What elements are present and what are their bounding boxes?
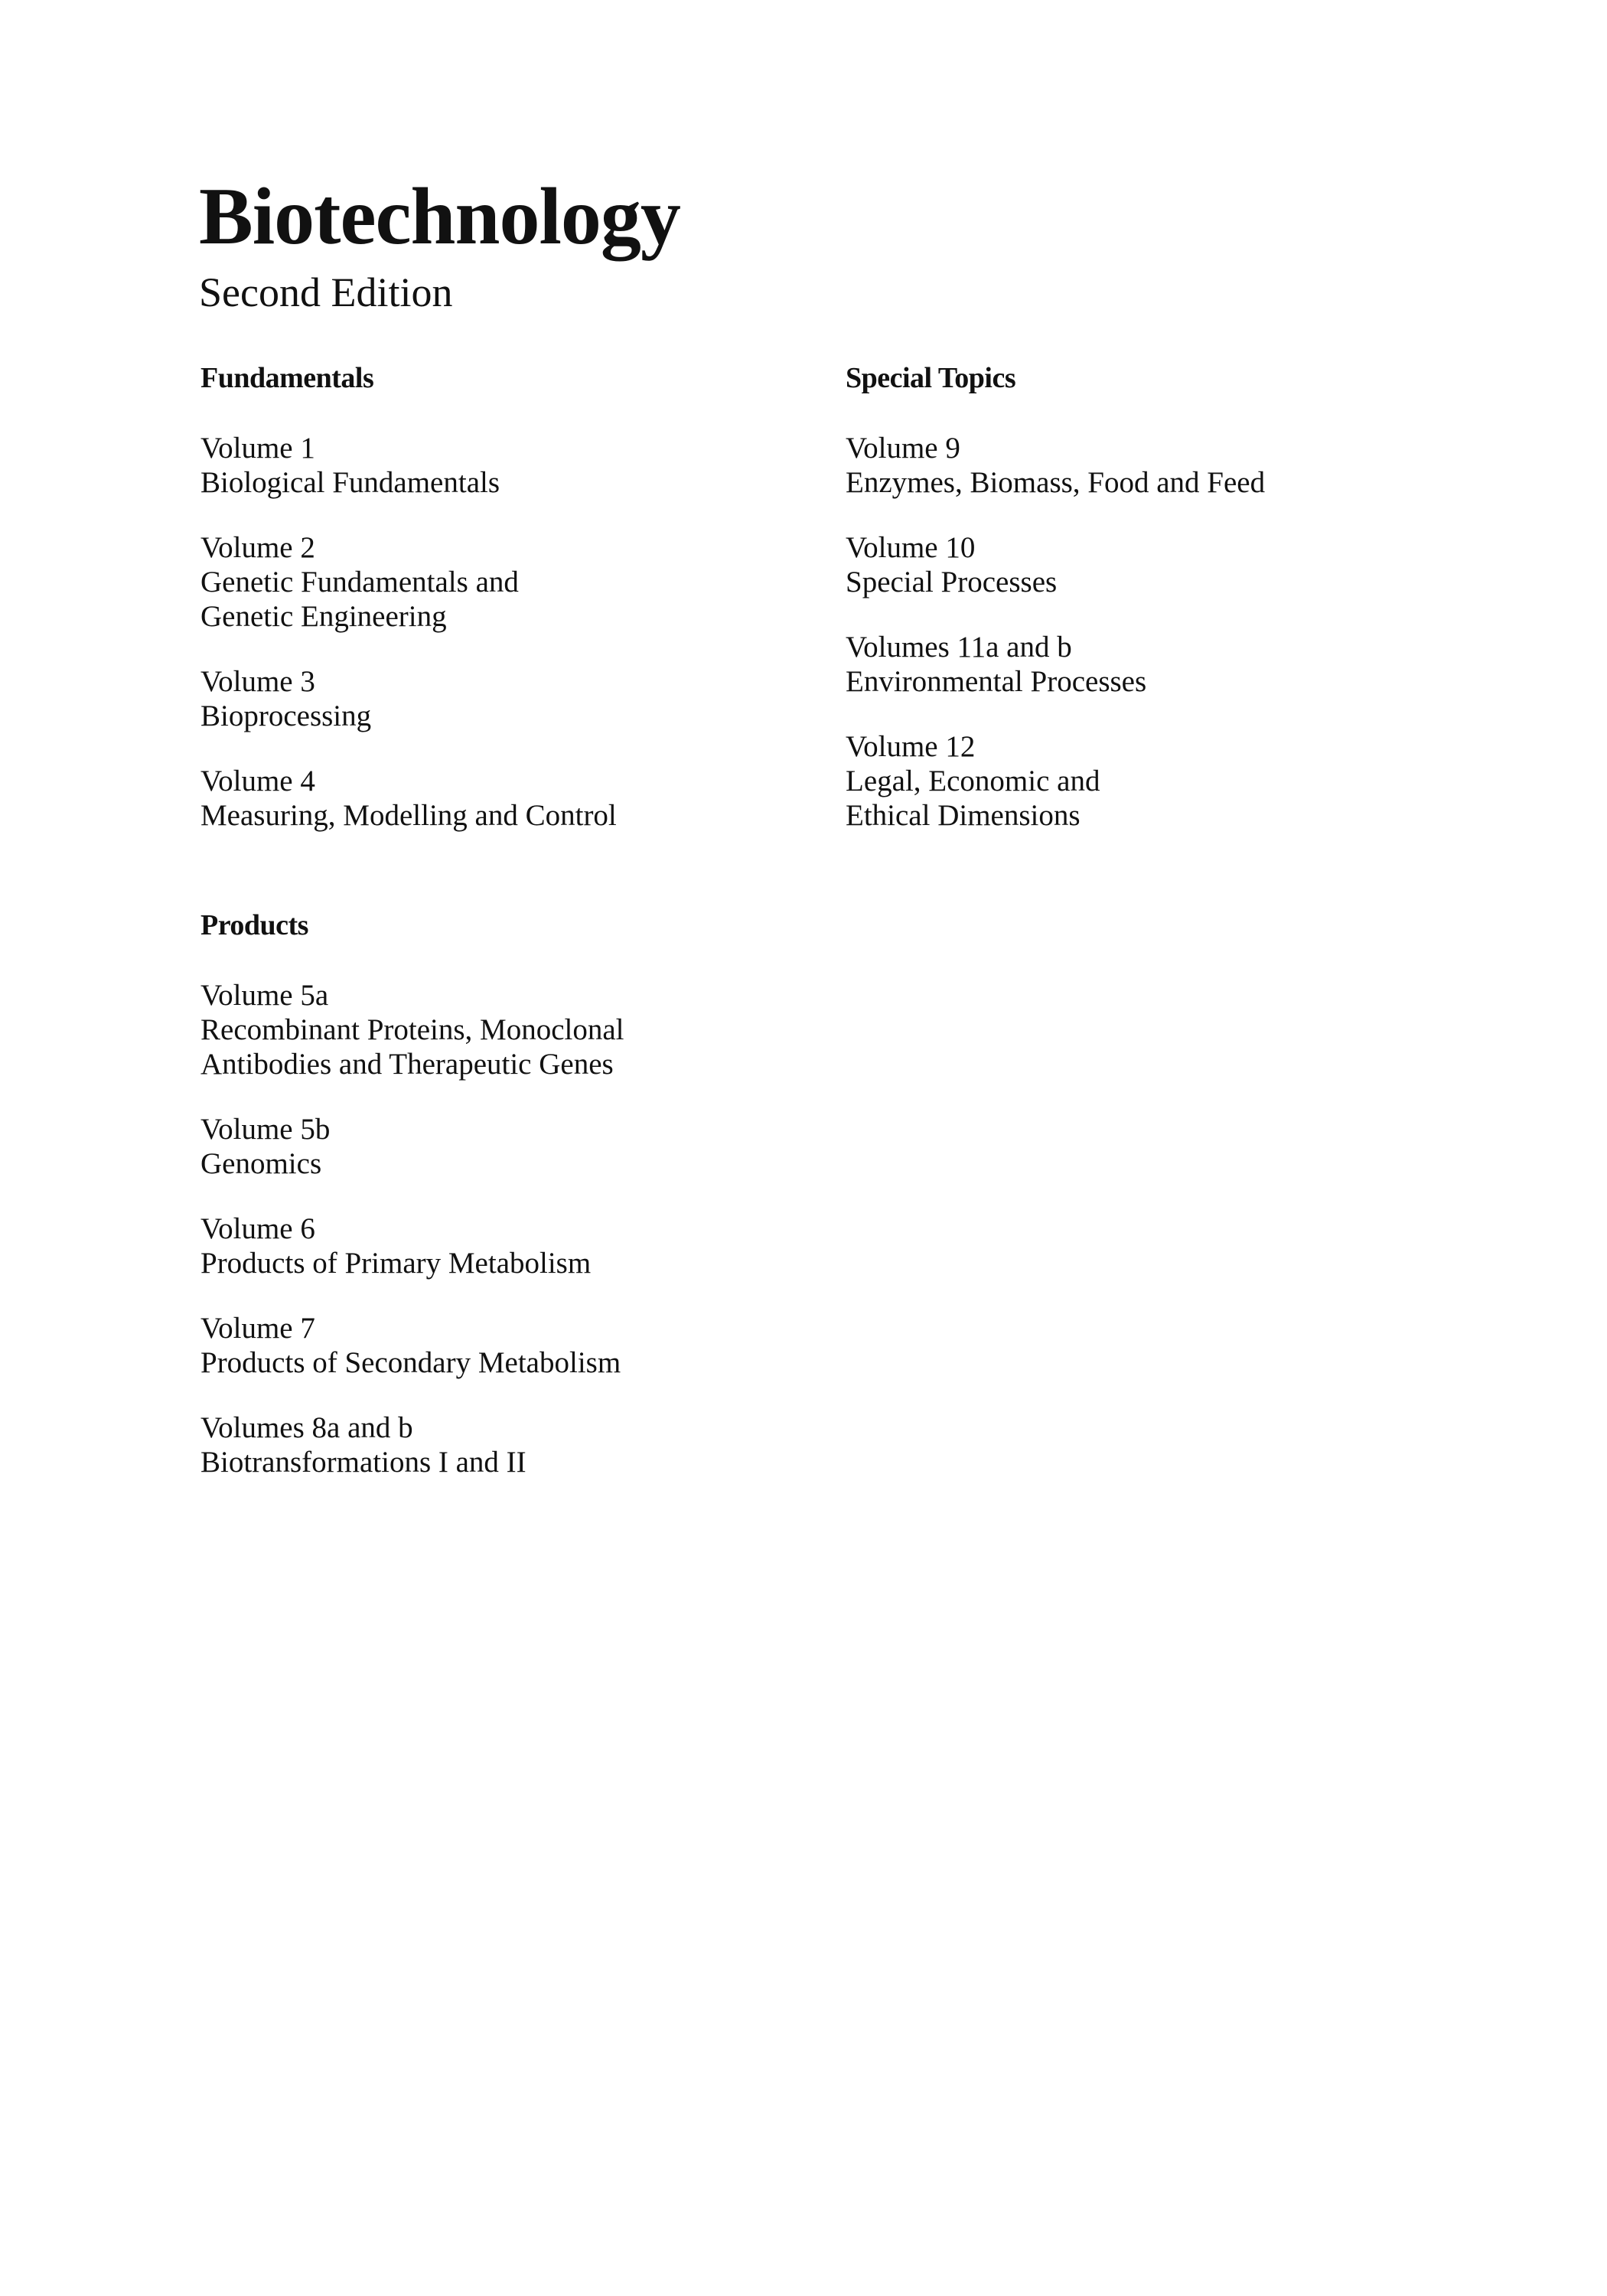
series-title: Biotechnology [199, 171, 680, 261]
special-topics-volume-list [846, 431, 1458, 833]
volume-number: Volumes 11a and b [846, 631, 1072, 664]
special-topics-heading: Special Topics [846, 362, 1016, 394]
volume-title-line: Genomics [200, 1147, 322, 1180]
volume-entry [200, 530, 813, 634]
volume-title-line: Products of Secondary Metabolism [200, 1346, 621, 1379]
volume-title-line: Genetic Engineering [200, 600, 447, 633]
fundamentals-volume-list [200, 431, 813, 833]
volume-title-line: Environmental Processes [846, 665, 1147, 698]
volume-number: Volume 5a [200, 979, 329, 1012]
volume-number: Volume 7 [200, 1312, 315, 1345]
volume-number: Volume 6 [200, 1212, 315, 1245]
volume-title-line: Recombinant Proteins, Monoclonal [200, 1013, 624, 1046]
volume-title-line: Bioprocessing [200, 700, 372, 732]
volume-title-line: Biotransformations I and II [200, 1446, 526, 1479]
volume-number: Volume 2 [200, 531, 315, 564]
volume-number: Volume 5b [200, 1113, 331, 1146]
volume-entry [846, 530, 1458, 599]
volume-title-line: Special Processes [846, 566, 1058, 598]
volume-title-line: Antibodies and Therapeutic Genes [200, 1048, 614, 1081]
volume-entry [200, 431, 813, 500]
volume-entry [200, 1311, 813, 1380]
volume-title-line: Ethical Dimensions [846, 799, 1081, 832]
volume-entry [846, 729, 1458, 833]
volume-entry [200, 978, 813, 1081]
volume-title-line: Biological Fundamentals [200, 466, 500, 499]
volume-title-line: Genetic Fundamentals and [200, 566, 519, 598]
volume-title-line: Legal, Economic and [846, 765, 1100, 797]
volume-number: Volume 3 [200, 665, 315, 698]
edition-subtitle: Second Edition [199, 269, 453, 315]
volume-entry [200, 1212, 813, 1280]
volume-entry [200, 664, 813, 733]
volume-title-line: Enzymes, Biomass, Food and Feed [846, 466, 1266, 499]
volume-entry [200, 1411, 813, 1479]
products-heading: Products [200, 909, 308, 941]
volume-number: Volume 12 [846, 730, 976, 763]
volume-number: Volume 4 [200, 765, 315, 797]
volume-number: Volumes 8a and b [200, 1411, 413, 1444]
special-topics-section [846, 364, 1458, 863]
volume-entry [846, 431, 1458, 500]
products-section [200, 911, 813, 1510]
volume-number: Volume 1 [200, 432, 315, 465]
volume-entry [200, 764, 813, 833]
volume-entry [200, 1112, 813, 1181]
fundamentals-heading: Fundamentals [200, 362, 374, 394]
volume-entry [846, 630, 1458, 699]
fundamentals-section [200, 364, 813, 863]
volume-number: Volume 9 [846, 432, 960, 465]
products-volume-list [200, 978, 813, 1479]
volume-title-line: Measuring, Modelling and Control [200, 799, 617, 832]
volume-title-line: Products of Primary Metabolism [200, 1247, 592, 1280]
volume-number: Volume 10 [846, 531, 976, 564]
